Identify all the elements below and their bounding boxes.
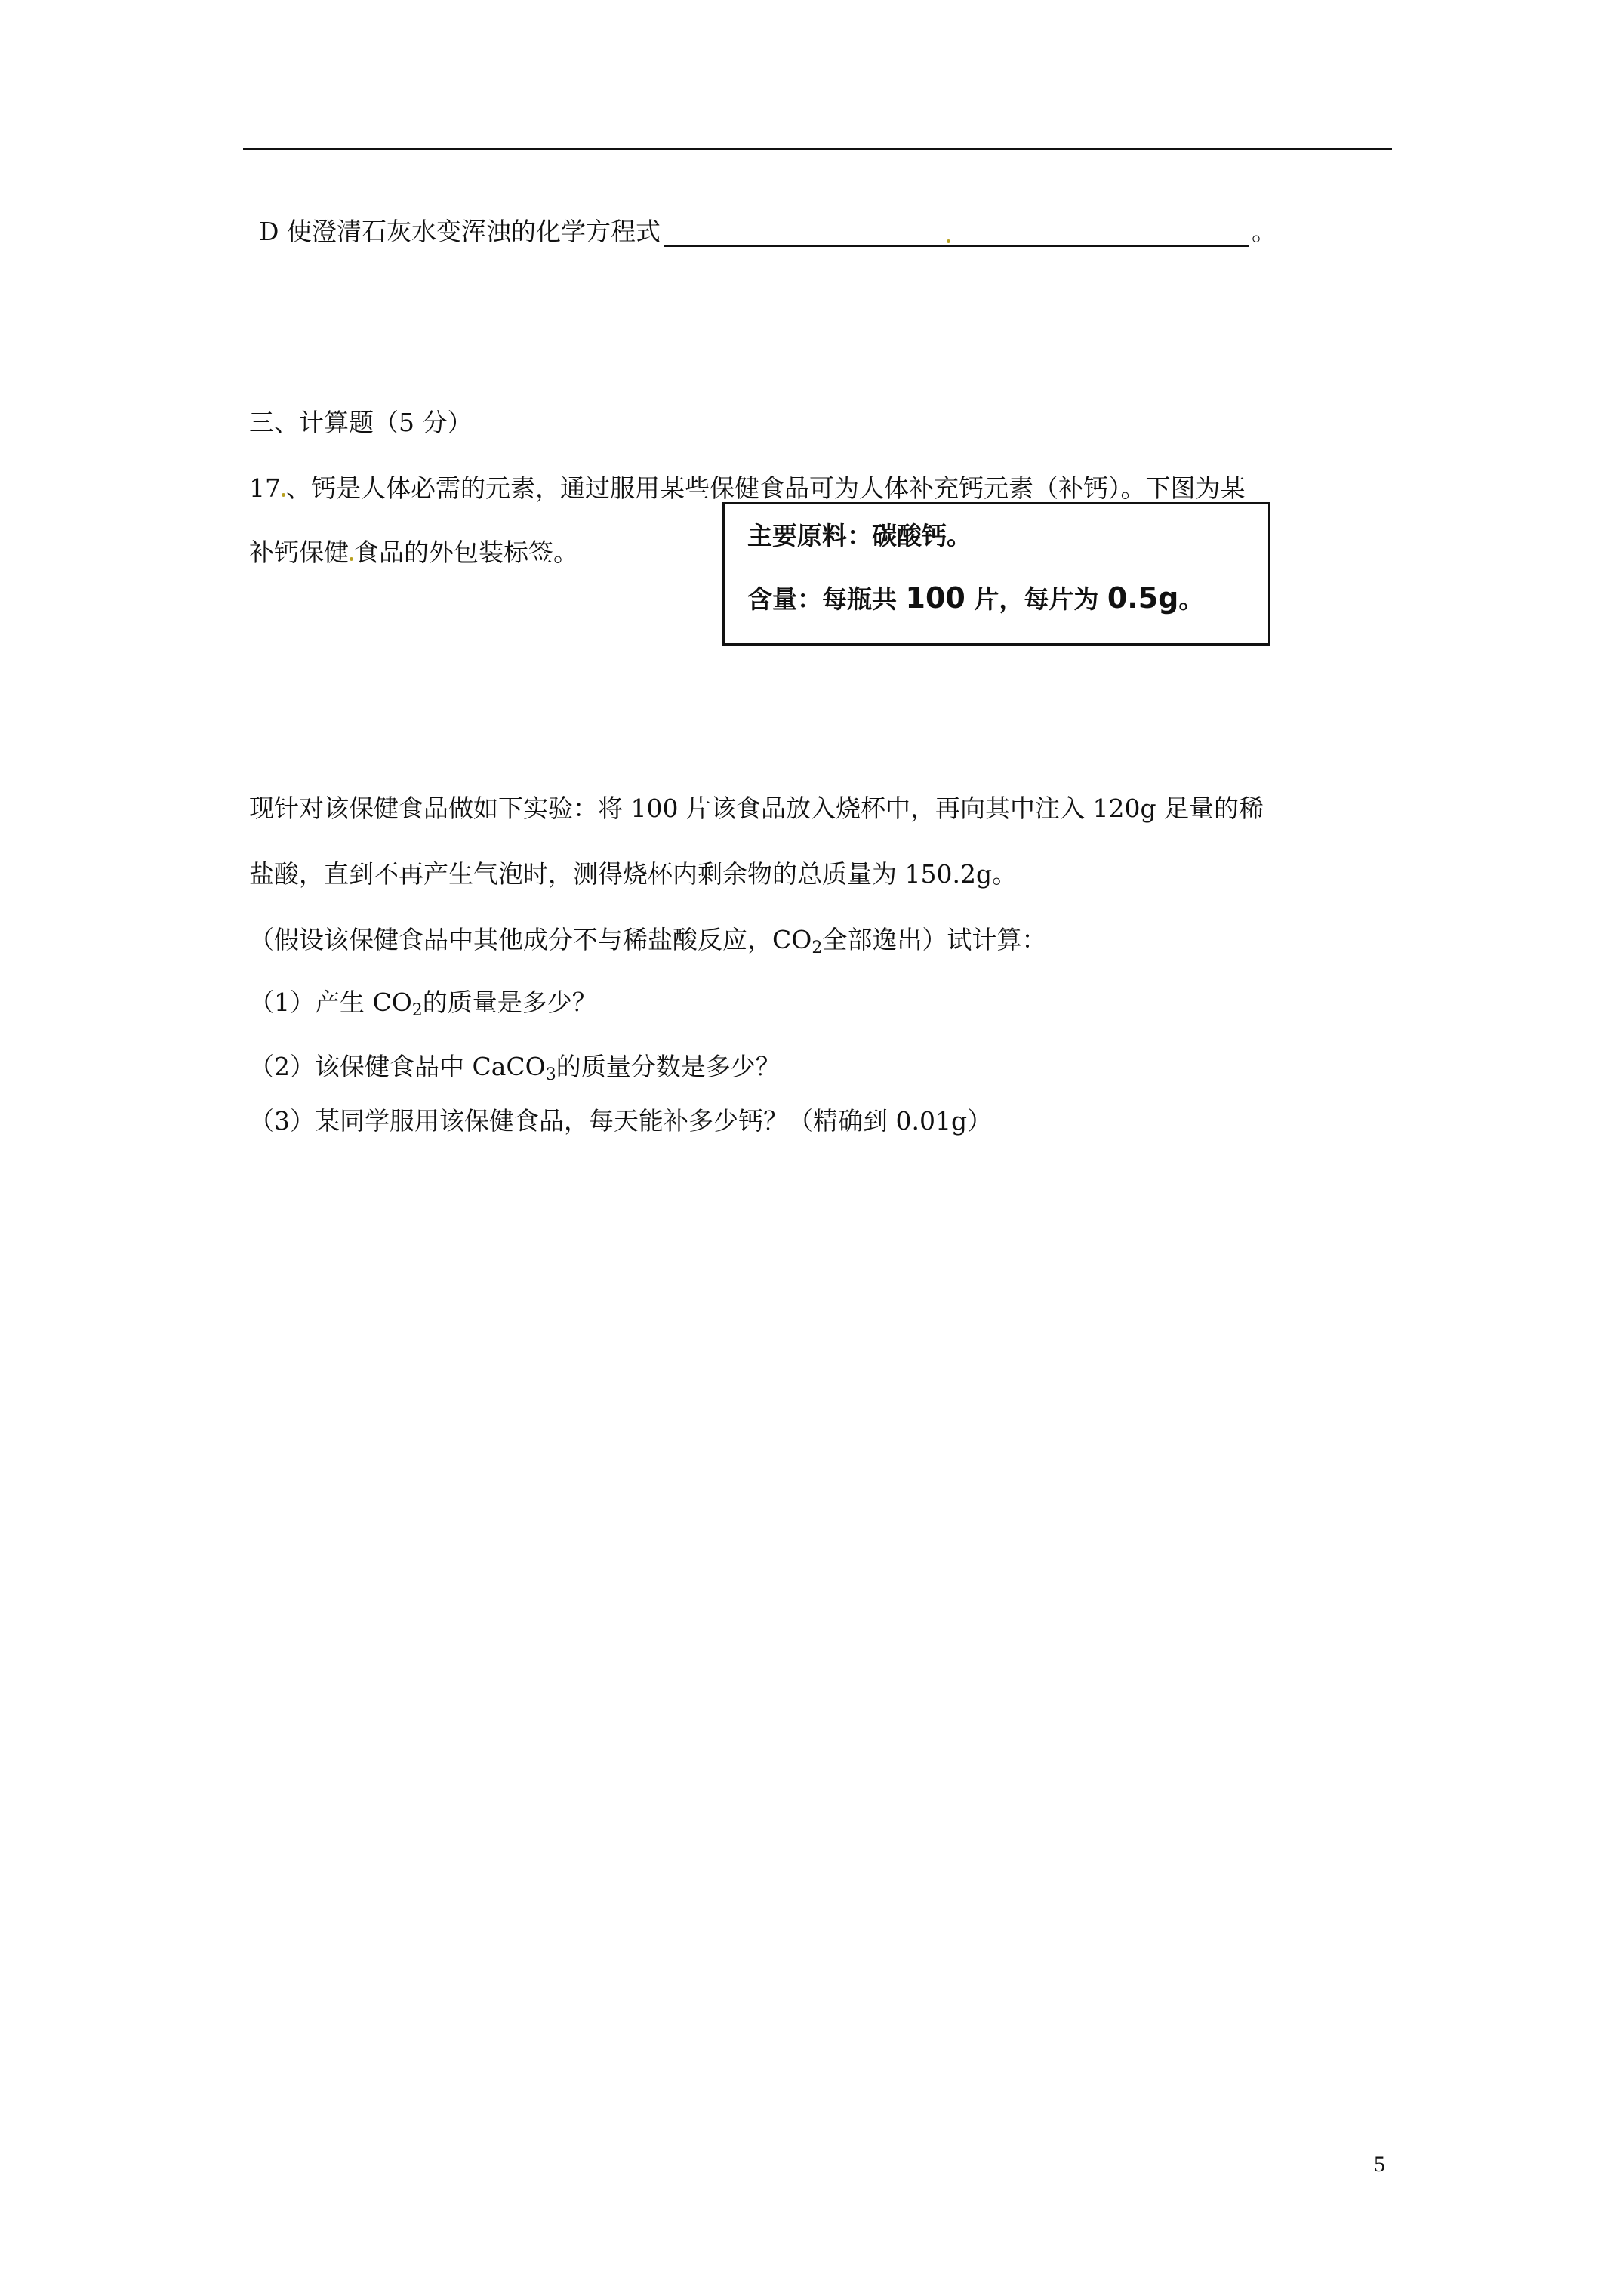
sub-question-1 [249,988,597,1018]
experiment-line2: 盐酸，直到不再产生气泡时，测得烧杯内剩余物的总质量为 150.2g。 [249,859,1018,889]
question-16d-text: D 使澄清石灰水变浑浊的化学方程式 [259,217,661,246]
header-rule [243,148,1392,150]
sub-question-1-b: 的质量是多少？ [422,988,597,1017]
assumption-line [249,925,1046,955]
mark-dot [350,557,353,561]
label-content-c: 片，每片为 [965,584,1107,614]
sub-question-3: （3）某同学服用该保健食品，每天能补多少钙？（精确到 0.01g） [249,1106,993,1136]
question-16d [259,217,1277,247]
product-label-box [722,502,1270,646]
question-17-intro-line1 [249,473,1246,504]
question-number: 17 [249,473,281,503]
question-17-intro-line2 [249,538,578,568]
sub-question-2-a: （2）该保健食品中 CaCO [249,1052,546,1081]
question-17-text-b: 食品的外包装标签。 [354,538,578,567]
label-content-e: 。 [1178,584,1204,614]
assumption-text-a: （假设该保健食品中其他成分不与稀盐酸反应，CO [249,925,812,954]
question-16d-end: 。 [1251,217,1277,246]
label-content-a: 含量：每瓶共 [747,584,906,614]
label-count: 100 [905,581,965,615]
answer-blank[interactable] [664,222,1249,247]
sub-question-1-a: （1）产生 CO [249,988,412,1017]
label-main-ingredient: 主要原料：碳酸钙。 [747,521,972,550]
sub-question-2 [249,1052,781,1082]
sub-question-2-b: 的质量分数是多少？ [556,1052,781,1081]
question-17-text: 、钙是人体必需的元素，通过服用某些保健食品可为人体补充钙元素（补钙）。下图为某 [286,473,1246,503]
mark-dot [282,493,285,497]
sub-question-1-subscript: 2 [411,1001,423,1020]
label-mass: 0.5g [1107,581,1179,615]
page-number: 5 [1374,2152,1385,2177]
assumption-text-b: 全部逸出）试计算： [822,925,1047,954]
sub-question-2-subscript: 3 [545,1065,556,1084]
assumption-subscript: 2 [812,938,823,957]
mark-dot [947,239,950,243]
question-17-text-a: 补钙保健 [249,538,349,567]
label-content [747,583,1203,615]
experiment-line1: 现针对该保健食品做如下实验：将 100 片该食品放入烧杯中，再向其中注入 120g 足量的稀 [249,794,1264,823]
section-heading: 三、计算题（5 分） [249,408,473,437]
